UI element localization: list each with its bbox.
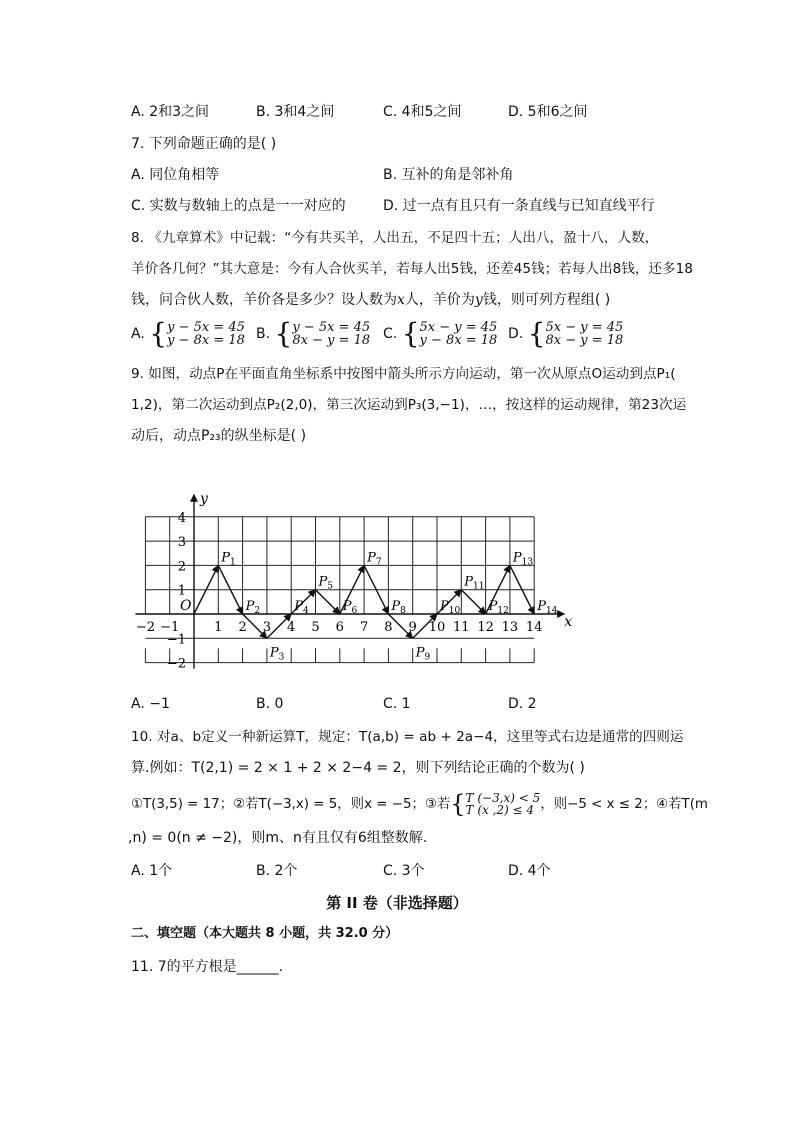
x-tick-label: 8 — [384, 620, 393, 635]
q8-option-a — [131, 317, 245, 350]
q9-coordinate-figure — [120, 482, 590, 677]
q10-line3 — [131, 790, 708, 818]
q8-option-a-eq2: y − 8x = 18 — [167, 333, 245, 348]
x-tick-label: 12 — [477, 620, 494, 635]
q8-option-d-eq1: 5x − y = 45 — [545, 320, 624, 335]
q10-option-b: B. 2个 — [256, 863, 298, 879]
point-label: $P_1$ — [221, 550, 236, 568]
q10-statement-part2: ，则−5 < x ≤ 2；④若T(m — [540, 797, 708, 812]
point-label: $P_{13}$ — [512, 550, 534, 568]
y-tick-label: −1 — [166, 632, 186, 648]
axes — [135, 491, 572, 672]
x-tick-label: 9 — [408, 620, 417, 635]
x-tick-label: 14 — [525, 620, 543, 635]
q7-options-row1 — [131, 165, 691, 185]
q10-option-d: D. 4个 — [508, 863, 551, 879]
x-tick-label: 3 — [262, 620, 272, 635]
q8-option-b — [256, 317, 371, 350]
x-tick-label: 1 — [214, 620, 223, 635]
q10-option-a: A. 1个 — [131, 863, 173, 879]
point-label: $P_{14}$ — [537, 599, 558, 616]
q10-ineq1: T (−3,x) < 5 — [465, 791, 541, 805]
part-2-heading: 二、填空题（本大题共 8 小题，共 32.0 分） — [131, 926, 399, 941]
q9-option-c: C. 1 — [383, 696, 411, 712]
q8-line3-c: 钱，则可列方程组( ) — [482, 292, 611, 308]
q8-option-a-eq1: y − 5x = 45 — [167, 320, 245, 335]
q10-options — [131, 861, 691, 881]
q6-options — [131, 102, 691, 122]
brace-icon: { — [274, 317, 293, 350]
point-label: $P_5$ — [318, 574, 333, 592]
q10-line2: 算.例如：T(2,1) = 2 × 1 + 2 × 2−4 = 2，则下列结论正确的个数为( ) — [131, 760, 585, 776]
point-label: $P_2$ — [245, 599, 261, 616]
q10-statement-part1: ①T(3,5) = 17；②若T(−3,x) = 5，则x = −5；③若 — [131, 797, 451, 812]
x-tick-label: −1 — [160, 620, 180, 635]
q8-option-c-eq2: y − 8x = 18 — [419, 333, 498, 348]
x-tick-label: 11 — [453, 620, 470, 635]
q7-option-d: D. 过一点有且只有一条直线与已知直线平行 — [383, 198, 655, 214]
x-tick-label: 2 — [238, 620, 247, 635]
x-tick-label: 6 — [335, 620, 344, 635]
q8-option-b-label: B. — [256, 326, 271, 342]
brace-icon: { — [149, 317, 168, 350]
q9-options — [131, 694, 691, 714]
x-tick-label: 5 — [311, 620, 320, 635]
x-tick-label: 13 — [501, 620, 519, 635]
x-tick-label: 4 — [287, 620, 296, 635]
q8-option-b-eq2: 8x − y = 18 — [292, 333, 371, 348]
point-label: $P_3$ — [269, 645, 285, 663]
q7-option-c: C. 实数与数轴上的点是一一对应的 — [131, 198, 346, 214]
q6-option-c: C. 4和5之间 — [383, 104, 462, 120]
q8-var-y: y — [474, 292, 483, 308]
point-label: $P_4$ — [294, 599, 309, 616]
q8-option-c-eq1: 5x − y = 45 — [419, 320, 498, 335]
y-tick-label: 2 — [177, 559, 186, 575]
q8-options — [131, 318, 691, 350]
brace-icon: { — [401, 317, 420, 350]
x-tick-label: 10 — [428, 620, 446, 635]
y-tick-label: 3 — [177, 535, 186, 551]
q7-options-row2 — [131, 196, 691, 216]
q9-line1: 9. 如图，动点P在平面直角坐标系中按图中箭头所示方向运动，第一次从原点O运动到点P₁( — [131, 366, 676, 382]
brace-icon: { — [527, 317, 546, 350]
q10-option-c: C. 3个 — [383, 863, 425, 879]
point-label: $P_{11}$ — [464, 574, 485, 592]
y-axis-label: y — [200, 490, 208, 507]
q10-ineq2: T (x ,2) ≤ 4 — [465, 803, 535, 817]
q10-line4: ,n) = 0(n ≠ −2)，则m、n有且仅有6组整数解. — [128, 830, 428, 846]
q8-option-a-label: A. — [131, 326, 145, 342]
q9-option-d: D. 2 — [508, 696, 537, 712]
origin-label: O — [180, 598, 192, 614]
q8-option-d-label: D. — [508, 326, 524, 342]
brace-icon: { — [450, 790, 466, 818]
x-tick-label: 7 — [359, 620, 369, 635]
q9-option-a: A. −1 — [131, 696, 170, 712]
point-label: $P_6$ — [342, 599, 358, 616]
q9-line3: 动后，动点P₂₃的纵坐标是( ) — [131, 428, 307, 444]
labels — [220, 550, 557, 662]
q9-option-b: B. 0 — [256, 696, 284, 712]
point-label: $P_{10}$ — [440, 599, 461, 616]
q7-option-a: A. 同位角相等 — [131, 167, 220, 183]
path-segment — [461, 590, 485, 614]
q8-line1: 8. 《九章算术》中记载：“今有共买羊，人出五，不足四十五；人出八，盈十八，人数， — [131, 230, 659, 246]
x-tick-label: −2 — [135, 620, 155, 635]
q11-stem: 11. 7的平方根是______. — [131, 959, 284, 975]
section-2-title: 第 II 卷（非选择题） — [326, 894, 468, 912]
q7-option-b: B. 互补的角是邻补角 — [383, 167, 514, 183]
q8-option-c — [383, 317, 498, 350]
q6-option-b: B. 3和4之间 — [256, 104, 335, 120]
point-label: $P_{12}$ — [488, 599, 509, 616]
q8-line3 — [131, 290, 610, 310]
q8-option-b-eq1: y − 5x = 45 — [292, 320, 371, 335]
point-label: $P_9$ — [415, 645, 431, 663]
q6-option-a: A. 2和3之间 — [131, 104, 210, 120]
q10-line1: 10. 对a、b定义一种新运算T，规定：T(a,b) = ab + 2a−4，这里等式右边是通常的四则运 — [131, 729, 684, 745]
point-label: $P_7$ — [367, 550, 382, 568]
q8-var-x: x — [397, 292, 405, 308]
q8-option-d-eq2: 8x − y = 18 — [545, 333, 624, 348]
q7-stem: 7. 下列命题正确的是( ) — [131, 136, 277, 152]
point-label: $P_8$ — [391, 599, 406, 616]
q8-option-c-label: C. — [383, 326, 398, 342]
q6-option-d: D. 5和6之间 — [508, 104, 588, 120]
y-tick-label: 1 — [177, 583, 186, 599]
q8-line3-b: 人，羊价为 — [404, 292, 475, 308]
y-tick-label: −2 — [166, 656, 186, 672]
x-axis-label: x — [564, 614, 573, 630]
y-tick-label: 4 — [177, 510, 186, 526]
path-segment — [316, 590, 340, 614]
q8-line2: 羊价各几何？”其大意是：今有人合伙买羊，若每人出5钱，还差45钱；若每人出8钱，还多18 — [131, 261, 693, 277]
q8-line3-a: 钱，问合伙人数，羊价各是多少？设人数为 — [131, 292, 397, 308]
q8-option-d — [508, 317, 624, 350]
q9-line2: 1,2)，第二次运动到点P₂(2,0)，第三次运动到P₃(3,−1)，…，按这样的运动规律，第23次运 — [131, 397, 687, 413]
